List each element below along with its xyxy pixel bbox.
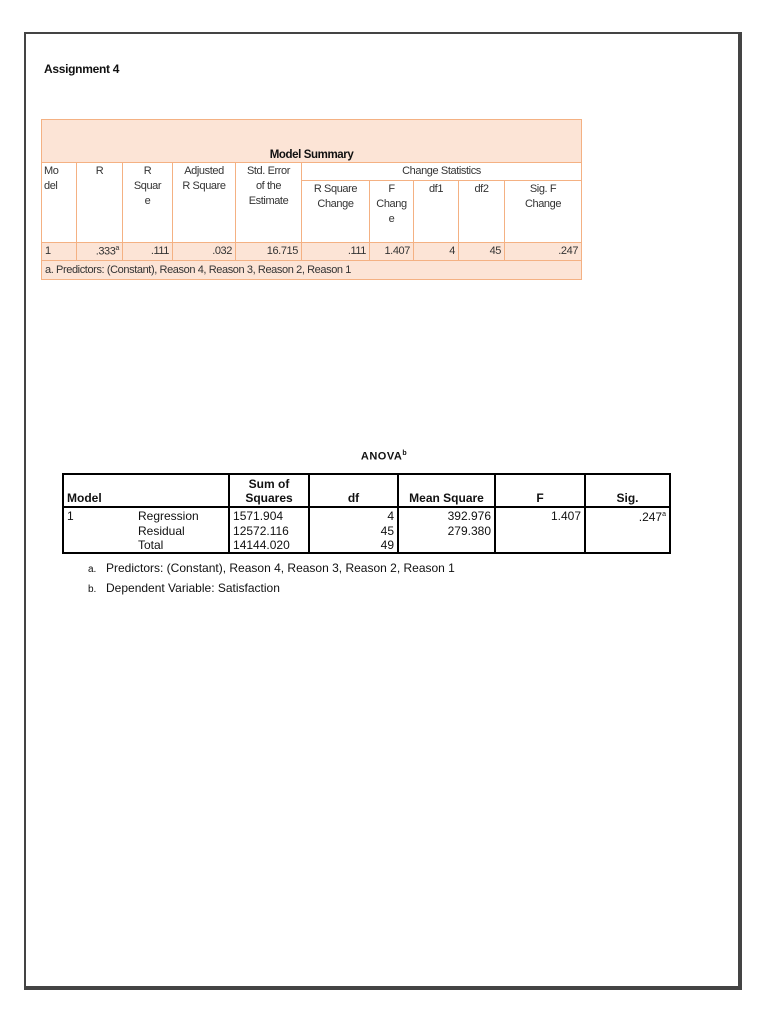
model-summary-title: Model Summary (42, 120, 582, 163)
header-change-statistics: Change Statistics (302, 163, 582, 181)
cell-std-error: 16.715 (236, 243, 302, 261)
anova-title: ANOVA$^b$ (360, 450, 408, 463)
header-model: Model (63, 474, 229, 507)
header-sig-f-change: Sig. F Change (505, 181, 582, 243)
header-df1: df1 (414, 181, 459, 243)
model-summary-table (41, 119, 582, 280)
anova-notes (88, 559, 455, 599)
cell-df: 49 (309, 538, 398, 553)
header-r-square: R Squar e (123, 163, 173, 243)
cell-r-square: .111 (123, 243, 173, 261)
cell-sig-f-change: .247 (505, 243, 582, 261)
table-row (63, 524, 670, 538)
header-df: df (309, 474, 398, 507)
note-a: a. Predictors: (Constant), Reason 4, Reason 3, Reason 2, Reason 1 (88, 561, 455, 575)
header-r: R (77, 163, 123, 243)
cell-ss: 12572.116 (229, 524, 309, 538)
cell-sig (585, 524, 670, 538)
header-df2: df2 (459, 181, 505, 243)
header-std-error: Std. Error of the Estimate (236, 163, 302, 243)
cell-r: .333$^a$ (77, 243, 123, 261)
cell-model-number: 1 (63, 507, 135, 524)
cell-adj-r-square: .032 (173, 243, 236, 261)
cell-f (495, 524, 585, 538)
header-sum-of-squares: Sum of Squares (229, 474, 309, 507)
cell-label: Residual (138, 524, 185, 538)
cell-df: 45 (309, 524, 398, 538)
anova-table (62, 473, 671, 554)
note-b: b. Dependent Variable: Satisfaction (88, 581, 280, 595)
model-summary-footnote: a. Predictors: (Constant), Reason 4, Reason 3, Reason 2, Reason 1 (42, 260, 582, 279)
header-f-change: F Chang e (370, 181, 414, 243)
cell-label: Regression (138, 509, 199, 523)
cell-df: 4 (309, 507, 398, 524)
cell-label: Total (135, 538, 229, 553)
header-f: F (495, 474, 585, 507)
header-model: Mo del (42, 163, 77, 243)
table-row (63, 507, 670, 524)
cell-ss: 14144.020 (229, 538, 309, 553)
header-r-square-change: R Square Change (302, 181, 370, 243)
cell-ms: 279.380 (398, 524, 495, 538)
cell-df1: 4 (414, 243, 459, 261)
header-sig: Sig. (585, 474, 670, 507)
table-row (63, 538, 670, 553)
table-row (42, 243, 582, 261)
cell-ms (398, 538, 495, 553)
header-mean-square: Mean Square (398, 474, 495, 507)
header-adjusted-r-square: Adjusted R Square (173, 163, 236, 243)
page-heading: Assignment 4 (44, 62, 120, 76)
cell-sig (585, 538, 670, 553)
cell-r-square-change: .111 (302, 243, 370, 261)
cell-ss: 1571.904 (229, 507, 309, 524)
cell-f (495, 538, 585, 553)
cell-f: 1.407 (495, 507, 585, 524)
cell-sig: .247$^a$ (585, 507, 670, 524)
cell-ms: 392.976 (398, 507, 495, 524)
cell-f-change: 1.407 (370, 243, 414, 261)
cell-df2: 45 (459, 243, 505, 261)
cell-model: 1 (42, 243, 77, 261)
